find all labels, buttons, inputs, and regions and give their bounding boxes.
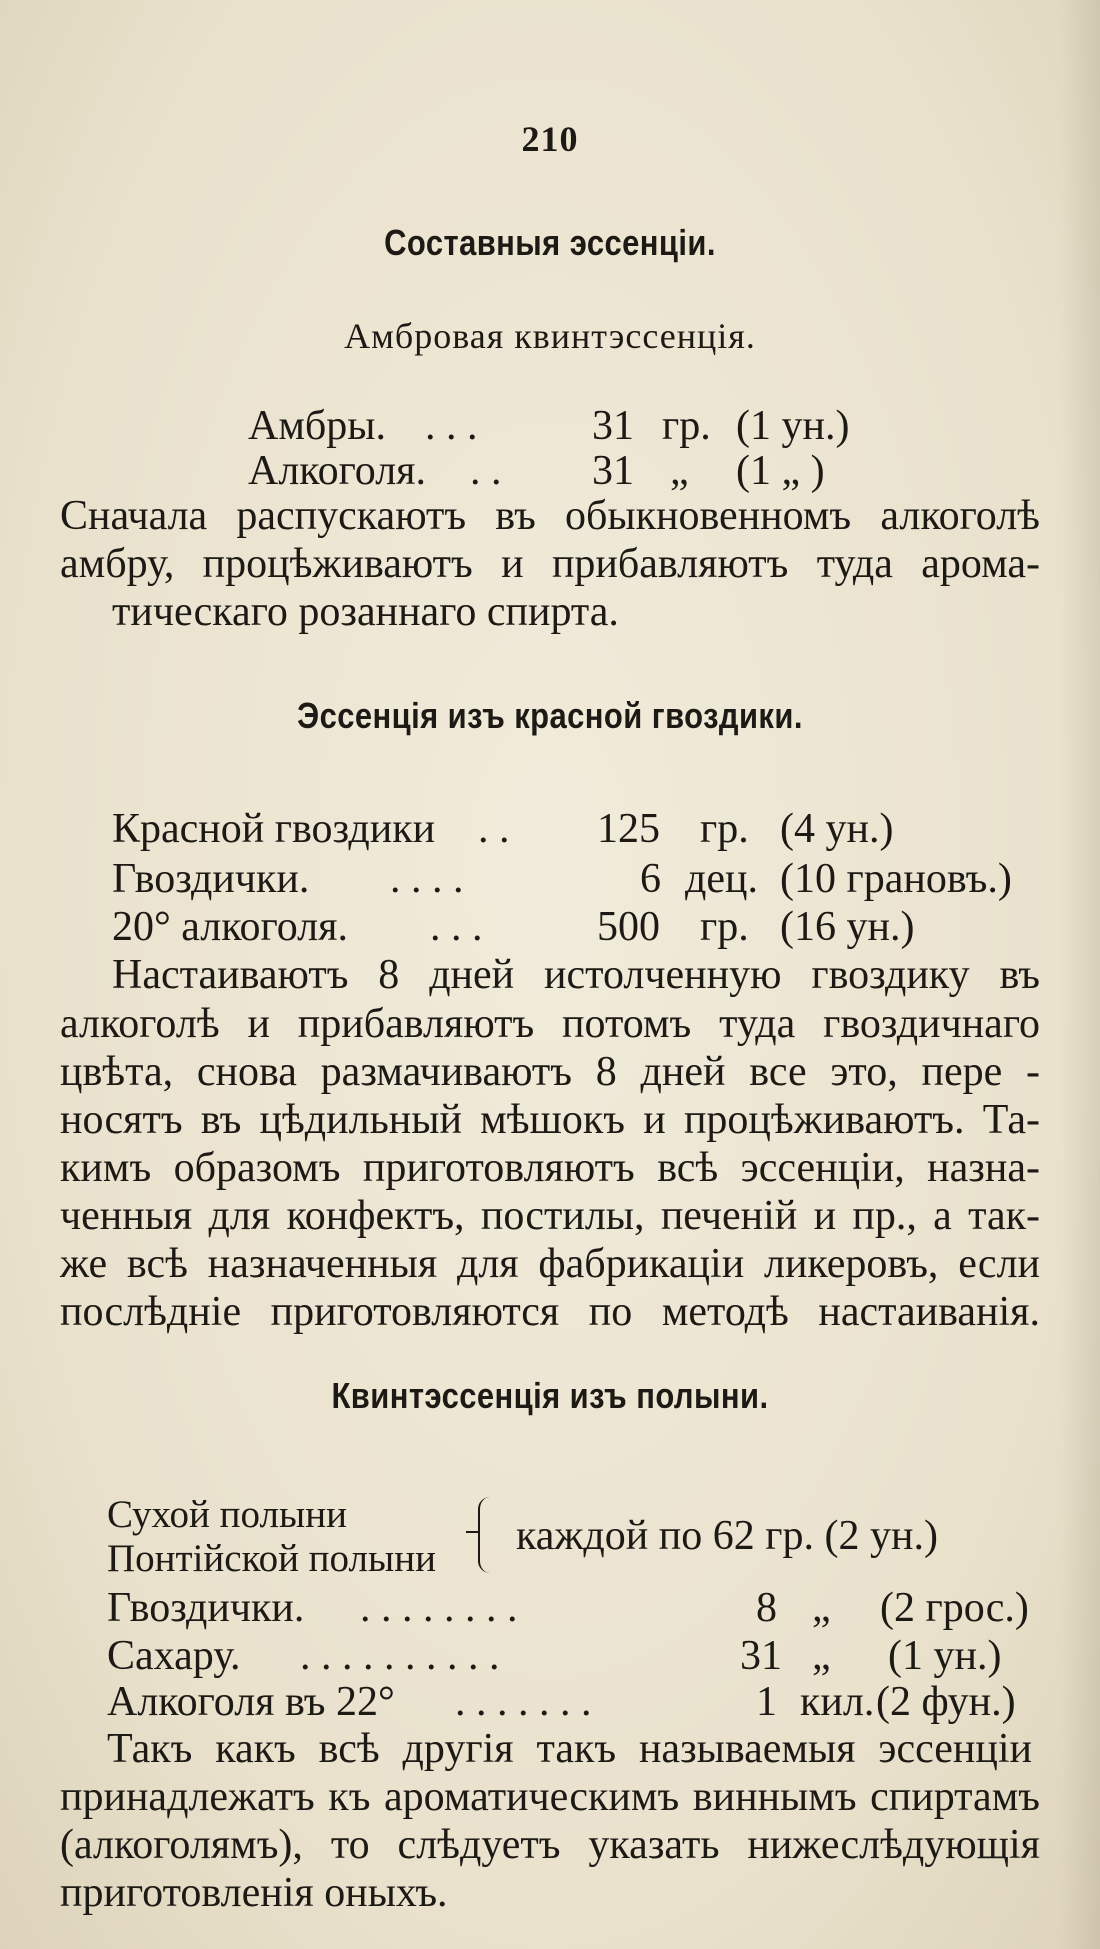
section-heading-red-carnation: Эссенція изъ красной гвоздики. <box>297 695 803 736</box>
section-heading-wormwood: Квинтэссенція изъ полыни. <box>331 1375 769 1416</box>
ingredient-name: Алкоголя. <box>248 448 426 494</box>
ingredient-name: Амбры. <box>248 403 386 449</box>
page-number: 210 <box>521 119 579 159</box>
paragraph-line: Настаиваютъ 8 дней истолченную гвоздику въ <box>112 952 1040 998</box>
section-subtitle-ambergris: Амбровая квинтэссенція. <box>344 316 756 356</box>
brace-item: Сухой полыни <box>107 1493 347 1536</box>
ingredient-amount: 6 <box>640 856 661 902</box>
paragraph-line: тическаго розаннаго спирта. <box>112 589 619 635</box>
ingredient-dots: . . . . . . . <box>455 1679 592 1725</box>
ingredient-name: Красной гвоздики <box>112 806 436 852</box>
ingredient-name: Гвоздички. <box>112 856 310 902</box>
ingredient-unit: кил. <box>800 1679 875 1725</box>
ingredient-dots: . . <box>470 448 502 494</box>
recipe-row <box>0 805 1100 855</box>
ingredient-dots: . . <box>478 806 510 852</box>
ingredient-dots: . . . . . . . . . . <box>300 1633 500 1679</box>
paragraph-line: амбру, процѣживаютъ и прибавляютъ туда арома- <box>60 541 1040 587</box>
ingredient-alt-measure: (2 фун.) <box>876 1679 1016 1725</box>
ingredient-alt-measure: (4 ун.) <box>780 806 894 852</box>
recipe-row <box>0 1632 1100 1682</box>
ingredient-unit: гр. <box>662 403 711 449</box>
paragraph-line: принадлежатъ къ ароматическимъ виннымъ спиртамъ <box>60 1774 1040 1820</box>
paragraph-line: алкоголѣ и прибавляютъ потомъ туда гвоздичнаго <box>60 1001 1040 1047</box>
paragraph-line: послѣдніе приготовляются по методѣ настаиванія. <box>60 1289 1040 1335</box>
paragraph-line: носятъ въ цѣдильный мѣшокъ и процѣживаютъ. Та- <box>60 1097 1040 1143</box>
recipe-row <box>0 1678 1100 1728</box>
curly-brace-icon <box>478 1497 494 1573</box>
ingredient-alt-measure: (1 „ ) <box>736 448 825 494</box>
paragraph-line: Такъ какъ всѣ другія такъ называемыя эссенціи <box>107 1726 1032 1772</box>
ingredient-unit: „ <box>670 448 689 494</box>
page-title: Составныя эссенціи. <box>384 222 716 263</box>
ingredient-unit: „ <box>812 1585 831 1631</box>
paragraph-line: цвѣта, снова размачиваютъ 8 дней все это, пере - <box>60 1049 1040 1095</box>
ingredient-alt-measure: (2 грос.) <box>880 1585 1029 1631</box>
paragraph-line: (алкоголямъ), то слѣдуетъ указать нижеслѣдующія <box>60 1822 1040 1868</box>
ingredient-amount: 125 <box>597 806 660 852</box>
recipe-row <box>0 1584 1100 1634</box>
ingredient-dots: . . . . . . . . <box>360 1585 518 1631</box>
ingredient-dots: . . . <box>425 403 478 449</box>
ingredient-alt-measure: (1 ун.) <box>888 1633 1002 1679</box>
ingredient-amount: 31 <box>592 403 634 449</box>
ingredient-name: Алкоголя въ 22° <box>107 1679 395 1725</box>
paragraph-line: приготовленія оныхъ. <box>60 1870 448 1916</box>
brace-shared-amount: каждой по 62 гр. (2 ун.) <box>516 1513 938 1559</box>
paragraph-line: кимъ образомъ приготовляютъ всѣ эссенціи, назна- <box>60 1145 1040 1191</box>
paragraph-line: Сначала распускаютъ въ обыкновенномъ алкоголѣ <box>60 493 1040 539</box>
ingredient-unit: гр. <box>700 904 749 950</box>
recipe-row <box>0 402 1100 452</box>
ingredient-unit: дец. <box>685 856 758 902</box>
ingredient-name: Гвоздички. <box>107 1585 305 1631</box>
ingredient-amount: 31 <box>592 448 634 494</box>
ingredient-unit: „ <box>812 1633 831 1679</box>
ingredient-alt-measure: (1 ун.) <box>736 403 850 449</box>
recipe-row <box>0 447 1100 497</box>
ingredient-amount: 500 <box>597 904 660 950</box>
recipe-row <box>0 855 1100 905</box>
ingredient-amount: 1 <box>756 1679 777 1725</box>
ingredient-unit: гр. <box>700 806 749 852</box>
recipe-row <box>0 903 1100 953</box>
ingredient-name: Сахару. <box>107 1633 241 1679</box>
ingredient-dots: . . . <box>430 904 483 950</box>
ingredient-alt-measure: (16 ун.) <box>780 904 915 950</box>
ingredient-name: 20° алкоголя. <box>112 904 348 950</box>
ingredient-dots: . . . . <box>390 856 464 902</box>
ingredient-alt-measure: (10 грановъ.) <box>780 856 1012 902</box>
paragraph-line: же всѣ назначенныя для фабрикаціи ликеровъ, если <box>60 1241 1040 1287</box>
ingredient-amount: 8 <box>756 1585 777 1631</box>
paragraph-line: ченныя для конфектъ, постилы, печеній и пр., а так- <box>60 1193 1040 1239</box>
ingredient-amount: 31 <box>740 1633 782 1679</box>
brace-item: Понтійской полыни <box>107 1537 436 1580</box>
